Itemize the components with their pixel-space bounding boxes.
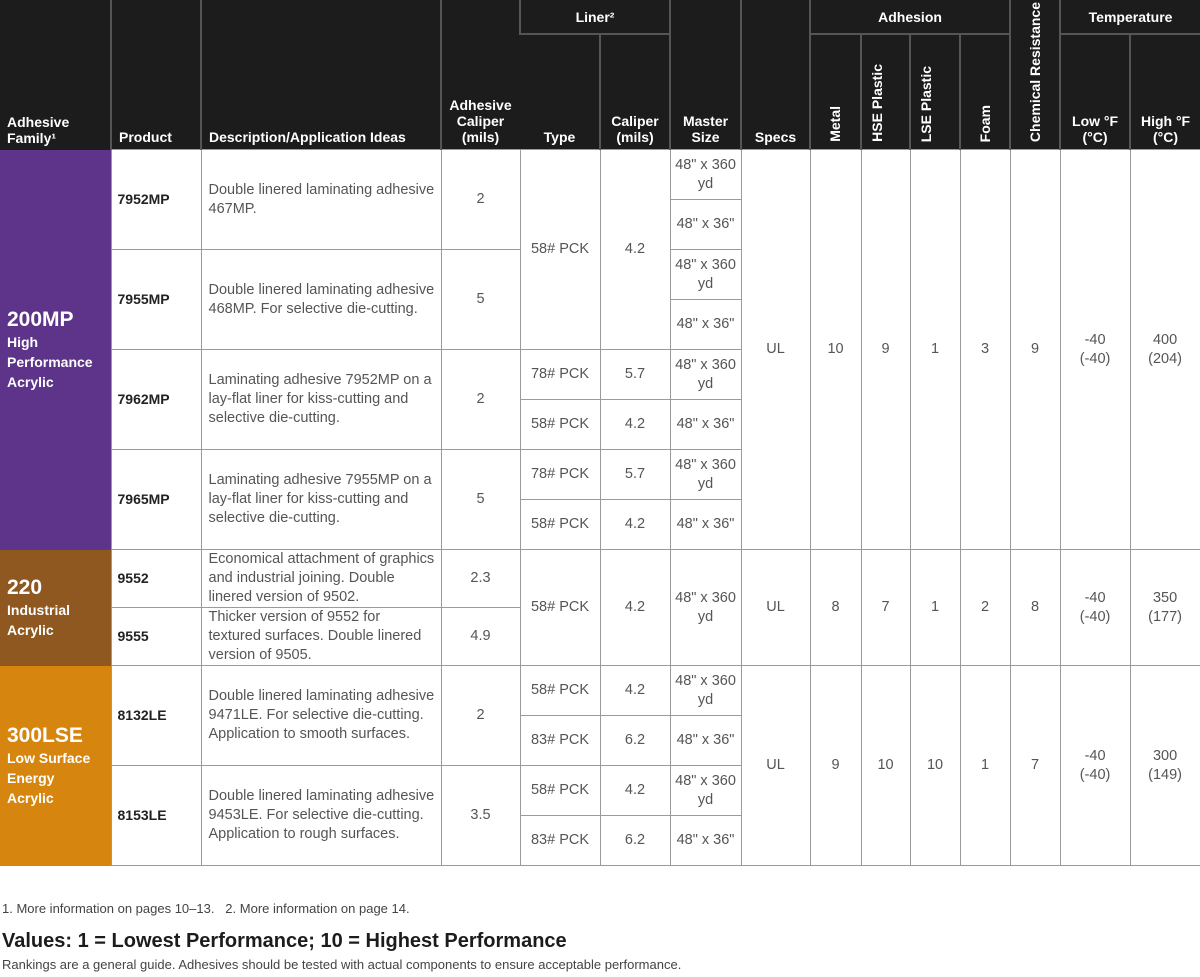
adhesive-caliper-cell: 5 [441,450,520,550]
specs-cell: UL [741,666,810,866]
product-cell: 7965MP [111,450,201,550]
liner-type-cell: 83# PCK [520,716,600,766]
hse-label: HSE Plastic [868,64,885,143]
master-size-cell: 48" x 360 yd [670,766,741,816]
family-cell-300lse [0,666,111,866]
master-size-cell: 48" x 36" [670,500,741,550]
adhesive-caliper-cell: 2 [441,666,520,766]
product-cell: 8153LE [111,766,201,866]
description-cell: Double linered laminating adhesive 9453LE. For selective die-cutting. Application to rough surfaces. [201,766,441,866]
adhesive-caliper-cell: 4.9 [441,608,520,666]
temp-high-cell: 300 (149) [1130,666,1200,866]
hse-cell: 10 [861,666,910,866]
master-size-cell: 48" x 36" [670,816,741,866]
values-legend: Values: 1 = Lowest Performance; 10 = Highest Performance [2,930,567,952]
temp-low-cell: -40 (-40) [1060,550,1130,666]
metal-cell: 9 [810,666,861,866]
family-code: 300LSE [7,723,83,747]
family-cell-200mp [0,150,111,550]
hse-cell: 7 [861,550,910,666]
header-liner-group: Liner² [520,0,670,34]
product-cell: 7962MP [111,350,201,450]
lse-label: LSE Plastic [918,65,935,143]
description-cell: Double linered laminating adhesive 9471LE. For selective die-cutting. Application to smooth surfaces. [201,666,441,766]
header-temperature-group: Temperature [1060,0,1200,34]
family-name: Low Surface Energy Acrylic [7,749,91,806]
header-temp-low: Low °F (°C) [1060,34,1130,149]
family-name: High Performance Acrylic [7,333,93,390]
liner-caliper-cell: 4.2 [600,500,670,550]
liner-caliper-cell: 4.2 [600,550,670,666]
table-row [0,666,1200,716]
header-metal [810,34,861,149]
foam-cell: 3 [960,150,1010,550]
header-foam [960,34,1010,149]
footnotes: 1. More information on pages 10–13. 2. More information on page 14. [2,901,410,916]
lse-cell: 10 [910,666,960,866]
master-size-cell: 48" x 360 yd [670,450,741,500]
liner-type-cell: 58# PCK [520,400,600,450]
header-specs: Specs [741,0,810,150]
header-chemical-resistance [1010,0,1060,150]
liner-type-cell: 58# PCK [520,550,600,666]
product-cell: 9555 [111,608,201,666]
product-cell: 9552 [111,550,201,608]
liner-type-cell: 78# PCK [520,450,600,500]
adhesive-caliper-cell: 2 [441,350,520,450]
product-cell: 7952MP [111,150,201,250]
master-size-cell: 48" x 360 yd [670,550,741,666]
header-lse-plastic [910,34,960,149]
master-size-cell: 48" x 360 yd [670,250,741,300]
liner-type-cell: 58# PCK [520,766,600,816]
master-size-cell: 48" x 36" [670,300,741,350]
description-cell: Thicker version of 9552 for textured surfaces. Double linered version of 9505. [201,608,441,666]
liner-type-cell: 58# PCK [520,666,600,716]
header-hse-plastic [861,34,910,149]
metal-cell: 10 [810,150,861,550]
adhesive-caliper-cell: 2 [441,150,520,250]
description-cell: Double linered laminating adhesive 467MP. [201,150,441,250]
rankings-note: Rankings are a general guide. Adhesives should be tested with actual components to ensure acceptable performance. [2,957,682,972]
family-cell-220 [0,550,111,666]
header-liner-type: Type [520,34,600,149]
master-size-cell: 48" x 360 yd [670,150,741,200]
liner-caliper-cell: 5.7 [600,350,670,400]
master-size-cell: 48" x 360 yd [670,350,741,400]
chemical-cell: 7 [1010,666,1060,866]
description-cell: Laminating adhesive 7955MP on a lay-flat liner for kiss-cutting and selective die-cutting. [201,450,441,550]
liner-type-cell: 83# PCK [520,816,600,866]
temp-low-cell: -40 (-40) [1060,666,1130,866]
header-master-size: Master Size [670,0,741,150]
header-liner-caliper: Caliper (mils) [600,34,670,149]
header-adhesive-caliper: Adhesive Caliper (mils) [441,0,520,150]
table-row [0,150,1200,200]
liner-caliper-cell: 5.7 [600,450,670,500]
header-product: Product [111,0,201,150]
hse-cell: 9 [861,150,910,550]
foam-cell: 1 [960,666,1010,866]
temp-high-cell: 350 (177) [1130,550,1200,666]
liner-type-cell: 58# PCK [520,500,600,550]
specs-cell: UL [741,150,810,550]
adhesive-caliper-cell: 3.5 [441,766,520,866]
family-code: 220 [7,575,43,599]
family-code: 200MP [7,307,74,331]
header-family: Adhesive Family¹ [0,0,111,150]
master-size-cell: 48" x 36" [670,400,741,450]
lse-cell: 1 [910,150,960,550]
temp-high-cell: 400 (204) [1130,150,1200,550]
header-adhesion-group: Adhesion [810,0,1010,34]
liner-type-cell: 58# PCK [520,150,600,350]
chemical-cell: 8 [1010,550,1060,666]
adhesive-caliper-cell: 5 [441,250,520,350]
description-cell: Laminating adhesive 7952MP on a lay-flat liner for kiss-cutting and selective die-cutting. [201,350,441,450]
chemical-label: Chemical Resistance [1026,2,1043,143]
temp-low-cell: -40 (-40) [1060,150,1130,550]
metal-label: Metal [827,106,844,143]
foam-label: Foam [976,104,993,143]
master-size-cell: 48" x 36" [670,716,741,766]
liner-caliper-cell: 4.2 [600,766,670,816]
liner-caliper-cell: 6.2 [600,716,670,766]
master-size-cell: 48" x 36" [670,200,741,250]
description-cell: Economical attachment of graphics and industrial joining. Double linered version of 9502. [201,550,441,608]
master-size-cell: 48" x 360 yd [670,666,741,716]
liner-caliper-cell: 4.2 [600,150,670,350]
lse-cell: 1 [910,550,960,666]
foam-cell: 2 [960,550,1010,666]
chemical-cell: 9 [1010,150,1060,550]
liner-caliper-cell: 4.2 [600,400,670,450]
product-cell: 8132LE [111,666,201,766]
liner-type-cell: 78# PCK [520,350,600,400]
product-cell: 7955MP [111,250,201,350]
liner-caliper-cell: 4.2 [600,666,670,716]
description-cell: Double linered laminating adhesive 468MP. For selective die-cutting. [201,250,441,350]
specs-cell: UL [741,550,810,666]
liner-caliper-cell: 6.2 [600,816,670,866]
header-temp-high: High °F (°C) [1130,34,1200,149]
metal-cell: 8 [810,550,861,666]
adhesive-caliper-cell: 2.3 [441,550,520,608]
family-name: Industrial Acrylic [7,601,71,638]
header-description: Description/Application Ideas [201,0,441,150]
